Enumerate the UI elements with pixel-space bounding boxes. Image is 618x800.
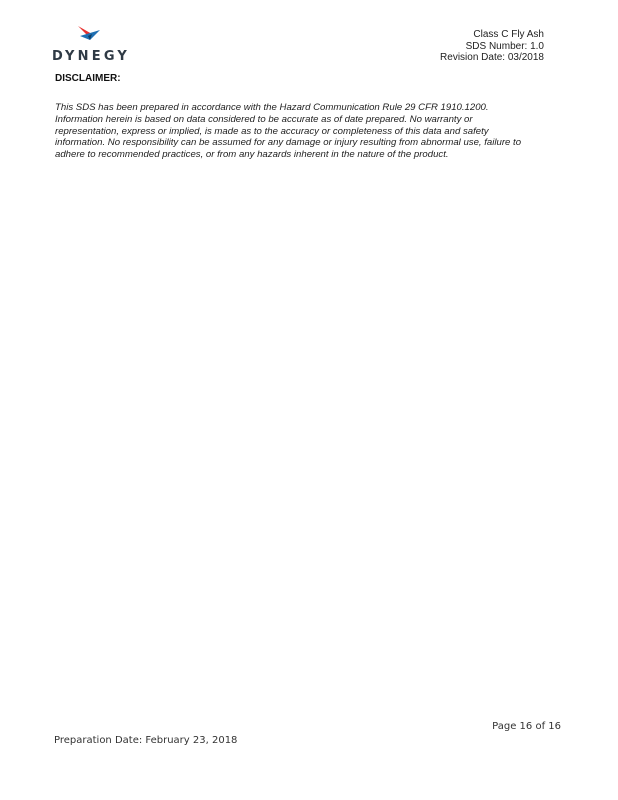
disclaimer-line: adhere to recommended practices, or from any hazards inherent in the nature of the product. xyxy=(55,149,449,161)
preparation-date: Preparation Date: February 23, 2018 xyxy=(54,735,238,746)
disclaimer-heading: DISCLAIMER: xyxy=(55,73,121,84)
logo-text: DYNEGY xyxy=(52,49,131,64)
revision-date: Revision Date: 03/2018 xyxy=(440,52,544,63)
sds-number: SDS Number: 1.0 xyxy=(465,40,544,52)
disclaimer-line: This SDS has been prepared in accordance with the Hazard Communication Rule 29 CFR 1910.1200. xyxy=(55,102,489,113)
disclaimer-line: representation, express or implied, is made as to the accuracy or completeness of this data and safety xyxy=(55,125,489,137)
disclaimer-text xyxy=(55,102,555,161)
document-header-info xyxy=(440,29,544,64)
dynegy-swoosh-icon xyxy=(76,24,102,46)
disclaimer-line: information. No responsibility can be assumed for any damage or injury resulting from abnormal use, failure to xyxy=(55,137,522,149)
page-number: Page 16 of 16 xyxy=(492,721,561,732)
company-logo xyxy=(52,24,131,66)
product-name: Class C Fly Ash xyxy=(473,29,544,40)
disclaimer-line: Information herein is based on data considered to be accurate as of date prepared. No warranty or xyxy=(55,113,473,125)
